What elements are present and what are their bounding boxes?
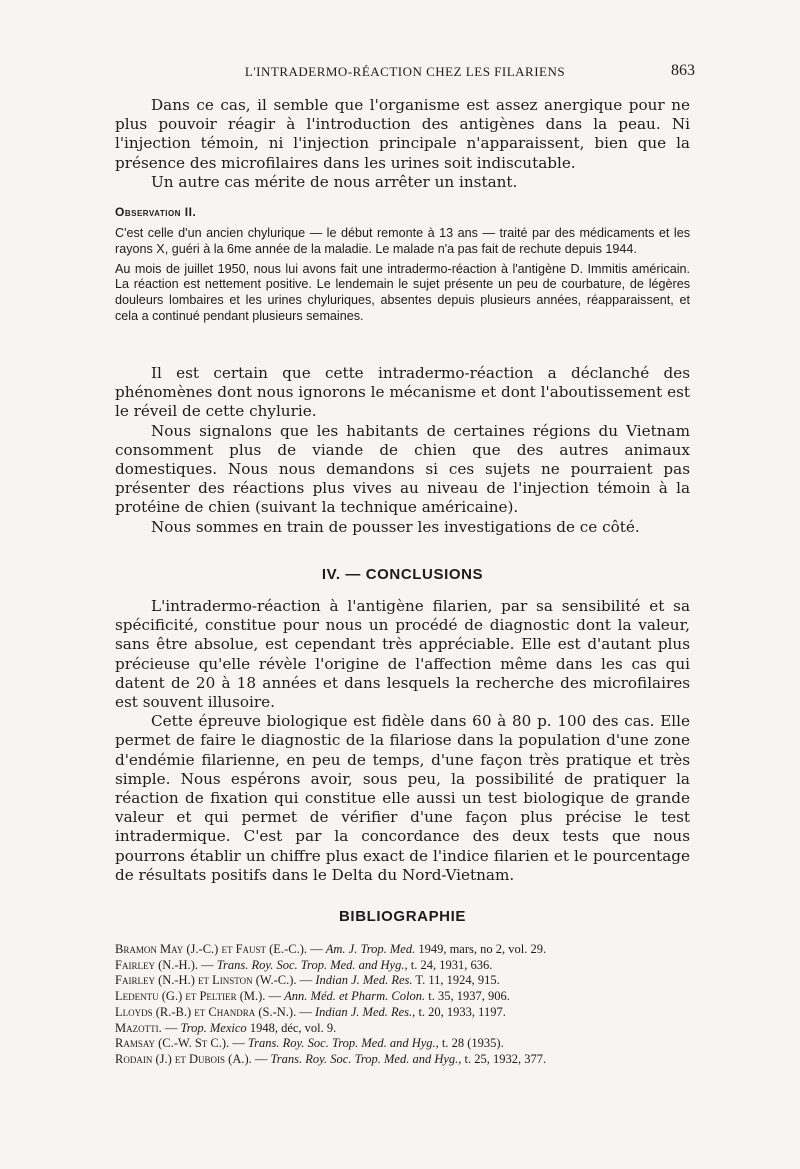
bibliography-entry: Bramon May (J.-C.) et Faust (E.-C.). — Am. J. Trop. Med. 1949, mars, no 2, vol. 29. <box>115 942 547 956</box>
bib-authors: Lloyds (R.-B.) et Chandra (S.-N.). <box>115 1004 297 1019</box>
intro-text-block <box>115 96 690 192</box>
bib-journal: Indian J. Med. Res. <box>315 973 413 988</box>
bib-details: t. 20, 1933, 1197. <box>418 1004 506 1019</box>
observation-label-block <box>115 205 690 225</box>
bib-authors: Bramon May (J.-C.) et Faust (E.-C.). <box>115 942 307 956</box>
bibliography-entry: Ledentu (G.) et Peltier (M.). — Ann. Méd. et Pharm. Colon. t. 35, 1937, 906. <box>115 989 510 1004</box>
body-paragraph: Nous signalons que les habitants de certaines régions du Vietnam consomment plus de viande de chien que des autres animaux domestiques. Nous nous demandons si ces sujets ne pourraient pas présenter des réactions plus vives au niveau de l'injection témoin à la protéine de chien (suivant la technique américaine). <box>115 421 690 517</box>
observation-label: Observation II. <box>115 205 197 219</box>
bibliography-list <box>115 942 695 1068</box>
bib-authors: Rodain (J.) et Dubois (A.). <box>115 1051 252 1066</box>
bib-authors: Ledentu (G.) et Peltier (M.). <box>115 989 266 1004</box>
conclusions-paragraph: Cette épreuve biologique est fidèle dans 60 à 80 p. 100 des cas. Elle permet de faire le diagnostic de la filariose dans la population d'une zone d'endémie filarienne, en peu de temps, d'une façon très pratique et très simple. Nous espérons avoir, sous peu, la possibilité de pratiquer la réaction de fixation qui constitue elle aussi un test biologique de grande valeur et qui permet de vérifier d'une façon plus précise le test intradermique. C'est par la concordance des deux tests que nous pourrons établir un chiffre plus exact de l'indice filarien et le pourcentage de résultats positifs dans le Delta du Nord-Vietnam. <box>115 712 690 884</box>
bib-details: 1949, mars, no 2, vol. 29. <box>418 942 547 956</box>
bib-journal: Am. J. Trop. Med. <box>325 942 416 956</box>
bibliography-entry: Rodain (J.) et Dubois (A.). — Trans. Roy. Soc. Trop. Med. and Hyg., t. 25, 1932, 377. <box>115 1051 547 1066</box>
conclusions-paragraph: L'intradermo-réaction à l'antigène filarien, par sa sensibilité et sa spécificité, constitue pour nous un procédé de diagnostic dont la valeur, sans être absolue, est cependant très appréciable. Elle est d'autant plus précieuse qu'elle révèle l'origine de l'affection même dans les cas qui datent de 20 à 18 années et dans lesquels la recherche des microfilaires est souvent illusoire. <box>115 597 690 712</box>
bib-journal: Ann. Méd. et Pharm. Colon. <box>284 989 426 1004</box>
bibliography-entry: Lloyds (R.-B.) et Chandra (S.-N.). — Indian J. Med. Res., t. 20, 1933, 1197. <box>115 1004 506 1019</box>
bibliography-entry: Ramsay (C.-W. St C.). — Trans. Roy. Soc. Trop. Med. and Hyg., t. 28 (1935). <box>115 1036 504 1051</box>
intro-paragraph: Un autre cas mérite de nous arrêter un instant. <box>151 172 518 191</box>
section-heading-bibliography: BIBLIOGRAPHIE <box>339 908 466 925</box>
bibliography-entry: Fairley (N.-H.). — Trans. Roy. Soc. Trop. Med. and Hyg., t. 24, 1931, 636. <box>115 957 493 972</box>
observation-paragraph: Au mois de juillet 1950, nous lui avons fait une intradermo-réaction à l'antigène D. Immitis américain. La réaction est nettement positive. Le lendemain le sujet présente un peu de courbature, de légères douleurs lombaires et les urines chyluriques, absentes depuis plusieurs années, réapparaissent, et cela a continué pendant plusieurs semaines. <box>115 261 690 323</box>
bib-details: t. 35, 1937, 906. <box>428 989 510 1004</box>
bib-details: t. 25, 1932, 377. <box>464 1051 547 1066</box>
discussion-text-block <box>115 364 690 537</box>
observation-body <box>115 226 690 329</box>
body-paragraph: Il est certain que cette intradermo-réaction a déclanché des phénomènes dont nous ignorons le mécanisme et dont l'aboutissement est le réveil de cette chylurie. <box>115 364 690 421</box>
bib-authors: Mazotti. <box>115 1020 162 1035</box>
bib-details: t. 28 (1935). <box>441 1036 504 1051</box>
bib-journal: Indian J. Med. Res., <box>314 1004 416 1019</box>
page-number: 863 <box>671 62 695 79</box>
bib-authors: Fairley (N.-H.). <box>115 957 198 972</box>
bib-authors: Ramsay (C.-W. St C.). <box>115 1036 230 1051</box>
bib-details: 1948, déc, vol. 9. <box>249 1020 337 1035</box>
body-paragraph: Nous sommes en train de pousser les investigations de ce côté. <box>151 517 640 536</box>
section-heading-conclusions: IV. — CONCLUSIONS <box>321 566 484 583</box>
bibliography-entry: Fairley (N.-H.) et Linston (W.-C.). — Indian J. Med. Res. T. 11, 1924, 915. <box>115 973 500 988</box>
running-head-title: L'INTRADERMO-RÉACTION CHEZ LES FILARIENS <box>244 64 566 79</box>
bib-journal: Trop. Mexico <box>180 1020 247 1035</box>
bib-journal: Trans. Roy. Soc. Trop. Med. and Hyg., <box>270 1051 462 1066</box>
bib-authors: Fairley (N.-H.) et Linston (W.-C.). <box>115 973 297 988</box>
observation-paragraph: C'est celle d'un ancien chylurique — le début remonte à 13 ans — traité par des médicaments et les rayons X, guéri à la 6me année de la maladie. Le malade n'a pas fait de rechute depuis 1944. <box>115 226 690 256</box>
bib-details: T. 11, 1924, 915. <box>415 973 500 988</box>
bib-journal: Trans. Roy. Soc. Trop. Med. and Hyg., <box>247 1036 439 1051</box>
conclusions-text-block <box>115 597 690 885</box>
bibliography-entry: Mazotti. — Trop. Mexico 1948, déc, vol. 9. <box>115 1020 337 1035</box>
bib-journal: Trans. Roy. Soc. Trop. Med. and Hyg., <box>216 957 408 972</box>
intro-paragraph: Dans ce cas, il semble que l'organisme est assez anergique pour ne plus pouvoir réagir à l'introduction des antigènes dans la peau. Ni l'injection témoin, ni l'injection principale n'apparaissent, bien que la présence des microfilaires dans les urines soit indiscutable. <box>115 96 690 172</box>
bib-details: t. 24, 1931, 636. <box>410 957 493 972</box>
